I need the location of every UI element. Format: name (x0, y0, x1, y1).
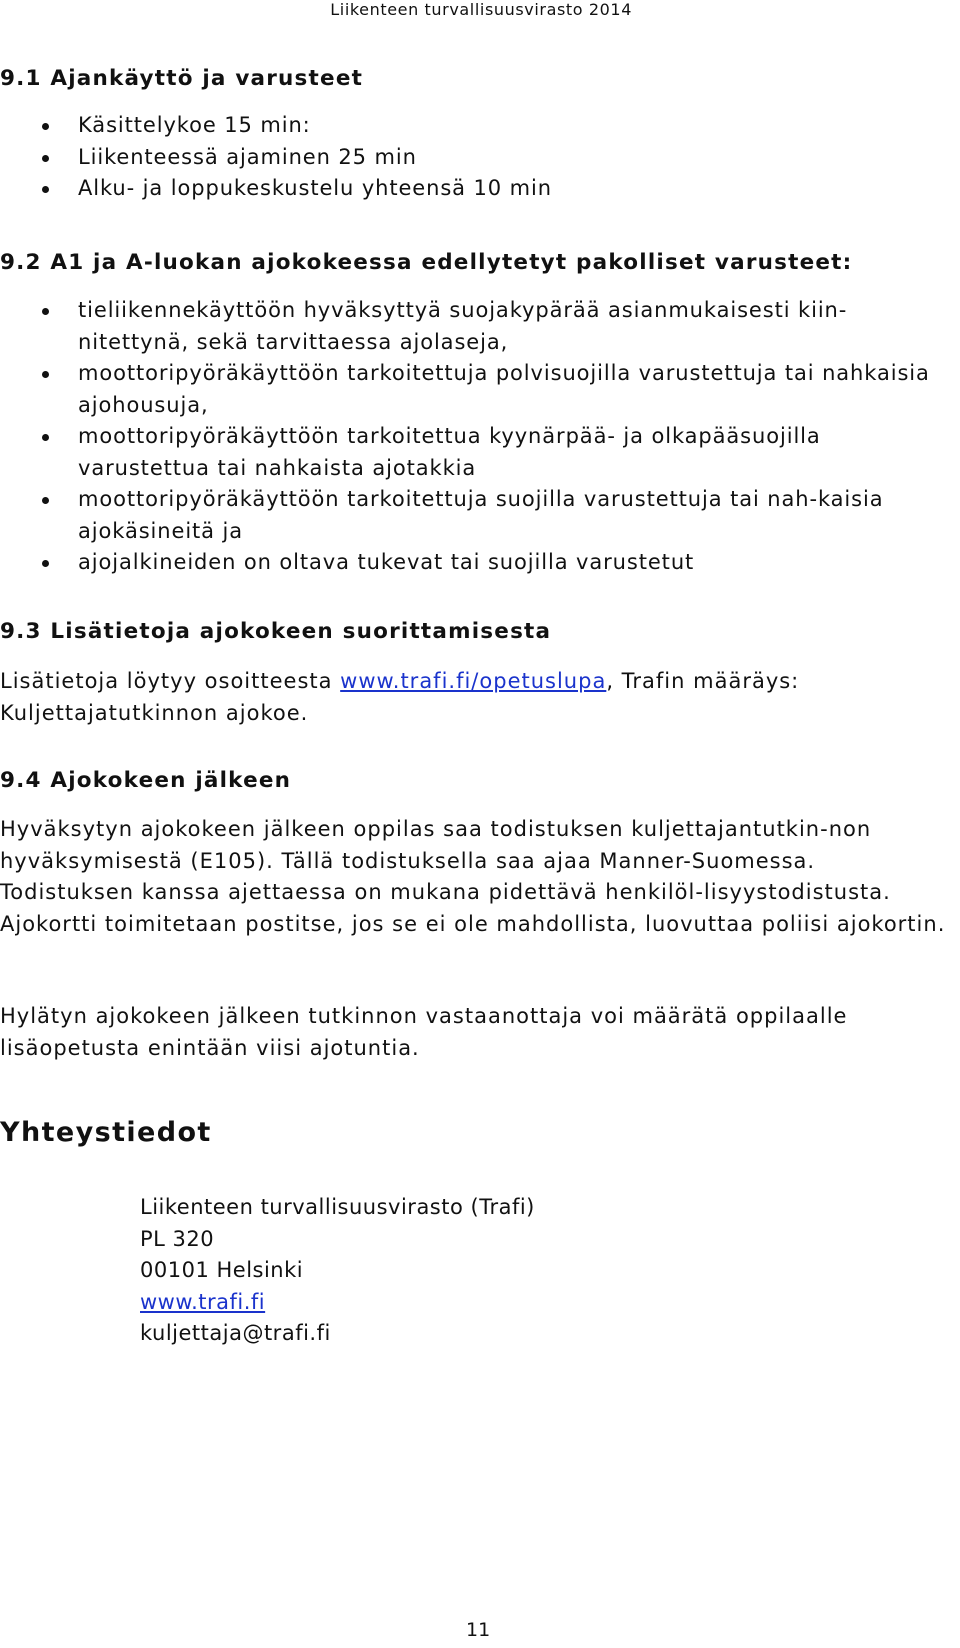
bullet-icon (42, 123, 49, 130)
section-9-3-text: Lisätietoja löytyy osoitteesta www.trafi.fi/opetuslupa, Trafin määräys: Kuljettajatutkinnon ajokoe. (0, 669, 800, 725)
section-9-1-heading: 9.1 Ajankäyttö ja varusteet (0, 66, 364, 91)
list-item: tieliikennekäyttöön hyväksyttyä suojakypärää asianmukaisesti kiin-nitettynä, sekä tarvittaessa ajolaseja, (0, 295, 930, 358)
opetuslupa-link[interactable]: www.trafi.fi/opetuslupa (340, 669, 607, 693)
section-9-3-heading: 9.3 Lisätietoja ajokokeen suorittamisesta (0, 619, 552, 644)
bullet-icon (42, 560, 49, 567)
list-item: Käsittelykoe 15 min: (0, 110, 940, 142)
contact-block (140, 1192, 535, 1350)
bullet-icon (42, 308, 49, 315)
bullet-icon (42, 497, 49, 504)
running-header: Liikenteen turvallisuusvirasto 2014 (330, 0, 632, 19)
contact-email: kuljettaja@trafi.fi (140, 1321, 331, 1345)
time-list (0, 110, 940, 205)
section-9-4-paragraph-2: Hylätyn ajokokeen jälkeen tutkinnon vastaanottaja voi määrätä oppilaalle lisäopetusta enintään viisi ajotuntia. (0, 1004, 848, 1060)
list-item: Liikenteessä ajaminen 25 min (0, 142, 940, 174)
list-item: moottoripyöräkäyttöön tarkoitettuja polvisuojilla varustettuja tai nahkaisia ajohousuja, (0, 358, 930, 421)
equipment-list (0, 295, 930, 579)
list-item: moottoripyöräkäyttöön tarkoitettua kyynärpää- ja olkapääsuojilla varustettua tai nahkaista ajotakkia (0, 421, 930, 484)
bullet-icon (42, 434, 49, 441)
contact-org: Liikenteen turvallisuusvirasto (Trafi) (140, 1195, 535, 1219)
contact-postal: 00101 Helsinki (140, 1258, 304, 1282)
website-link[interactable]: www.trafi.fi (140, 1289, 266, 1314)
list-item: ajojalkineiden on oltava tukevat tai suojilla varustetut (0, 547, 930, 579)
contact-po-box: PL 320 (140, 1226, 215, 1251)
bullet-icon (42, 186, 49, 193)
list-item: Alku- ja loppukeskustelu yhteensä 10 min (0, 173, 940, 205)
page-number: 11 (466, 1619, 491, 1641)
section-9-4-heading: 9.4 Ajokokeen jälkeen (0, 768, 292, 793)
section-9-4-paragraph-1: Hyväksytyn ajokokeen jälkeen oppilas saa todistuksen kuljettajantutkin-non hyväksymisestä (E105). Tällä todistuksella saa ajaa Manner-Suomessa. Todistuksen kanssa ajettaessa on mukana pidettävä henkilöl-lisyystodistusta. Ajokortti toimitetaan postitse, jos se ei ole mahdollista, luovuttaa poliisi ajokortin. (0, 817, 946, 936)
bullet-icon (42, 371, 49, 378)
bullet-icon (42, 155, 49, 162)
section-9-2-heading: 9.2 A1 ja A-luokan ajokokeessa edellytetyt pakolliset varusteet: (0, 250, 853, 275)
list-item: moottoripyöräkäyttöön tarkoitettuja suojilla varustettuja tai nah-kaisia ajokäsineitä ja (0, 484, 930, 547)
contact-heading: Yhteystiedot (0, 1117, 212, 1148)
